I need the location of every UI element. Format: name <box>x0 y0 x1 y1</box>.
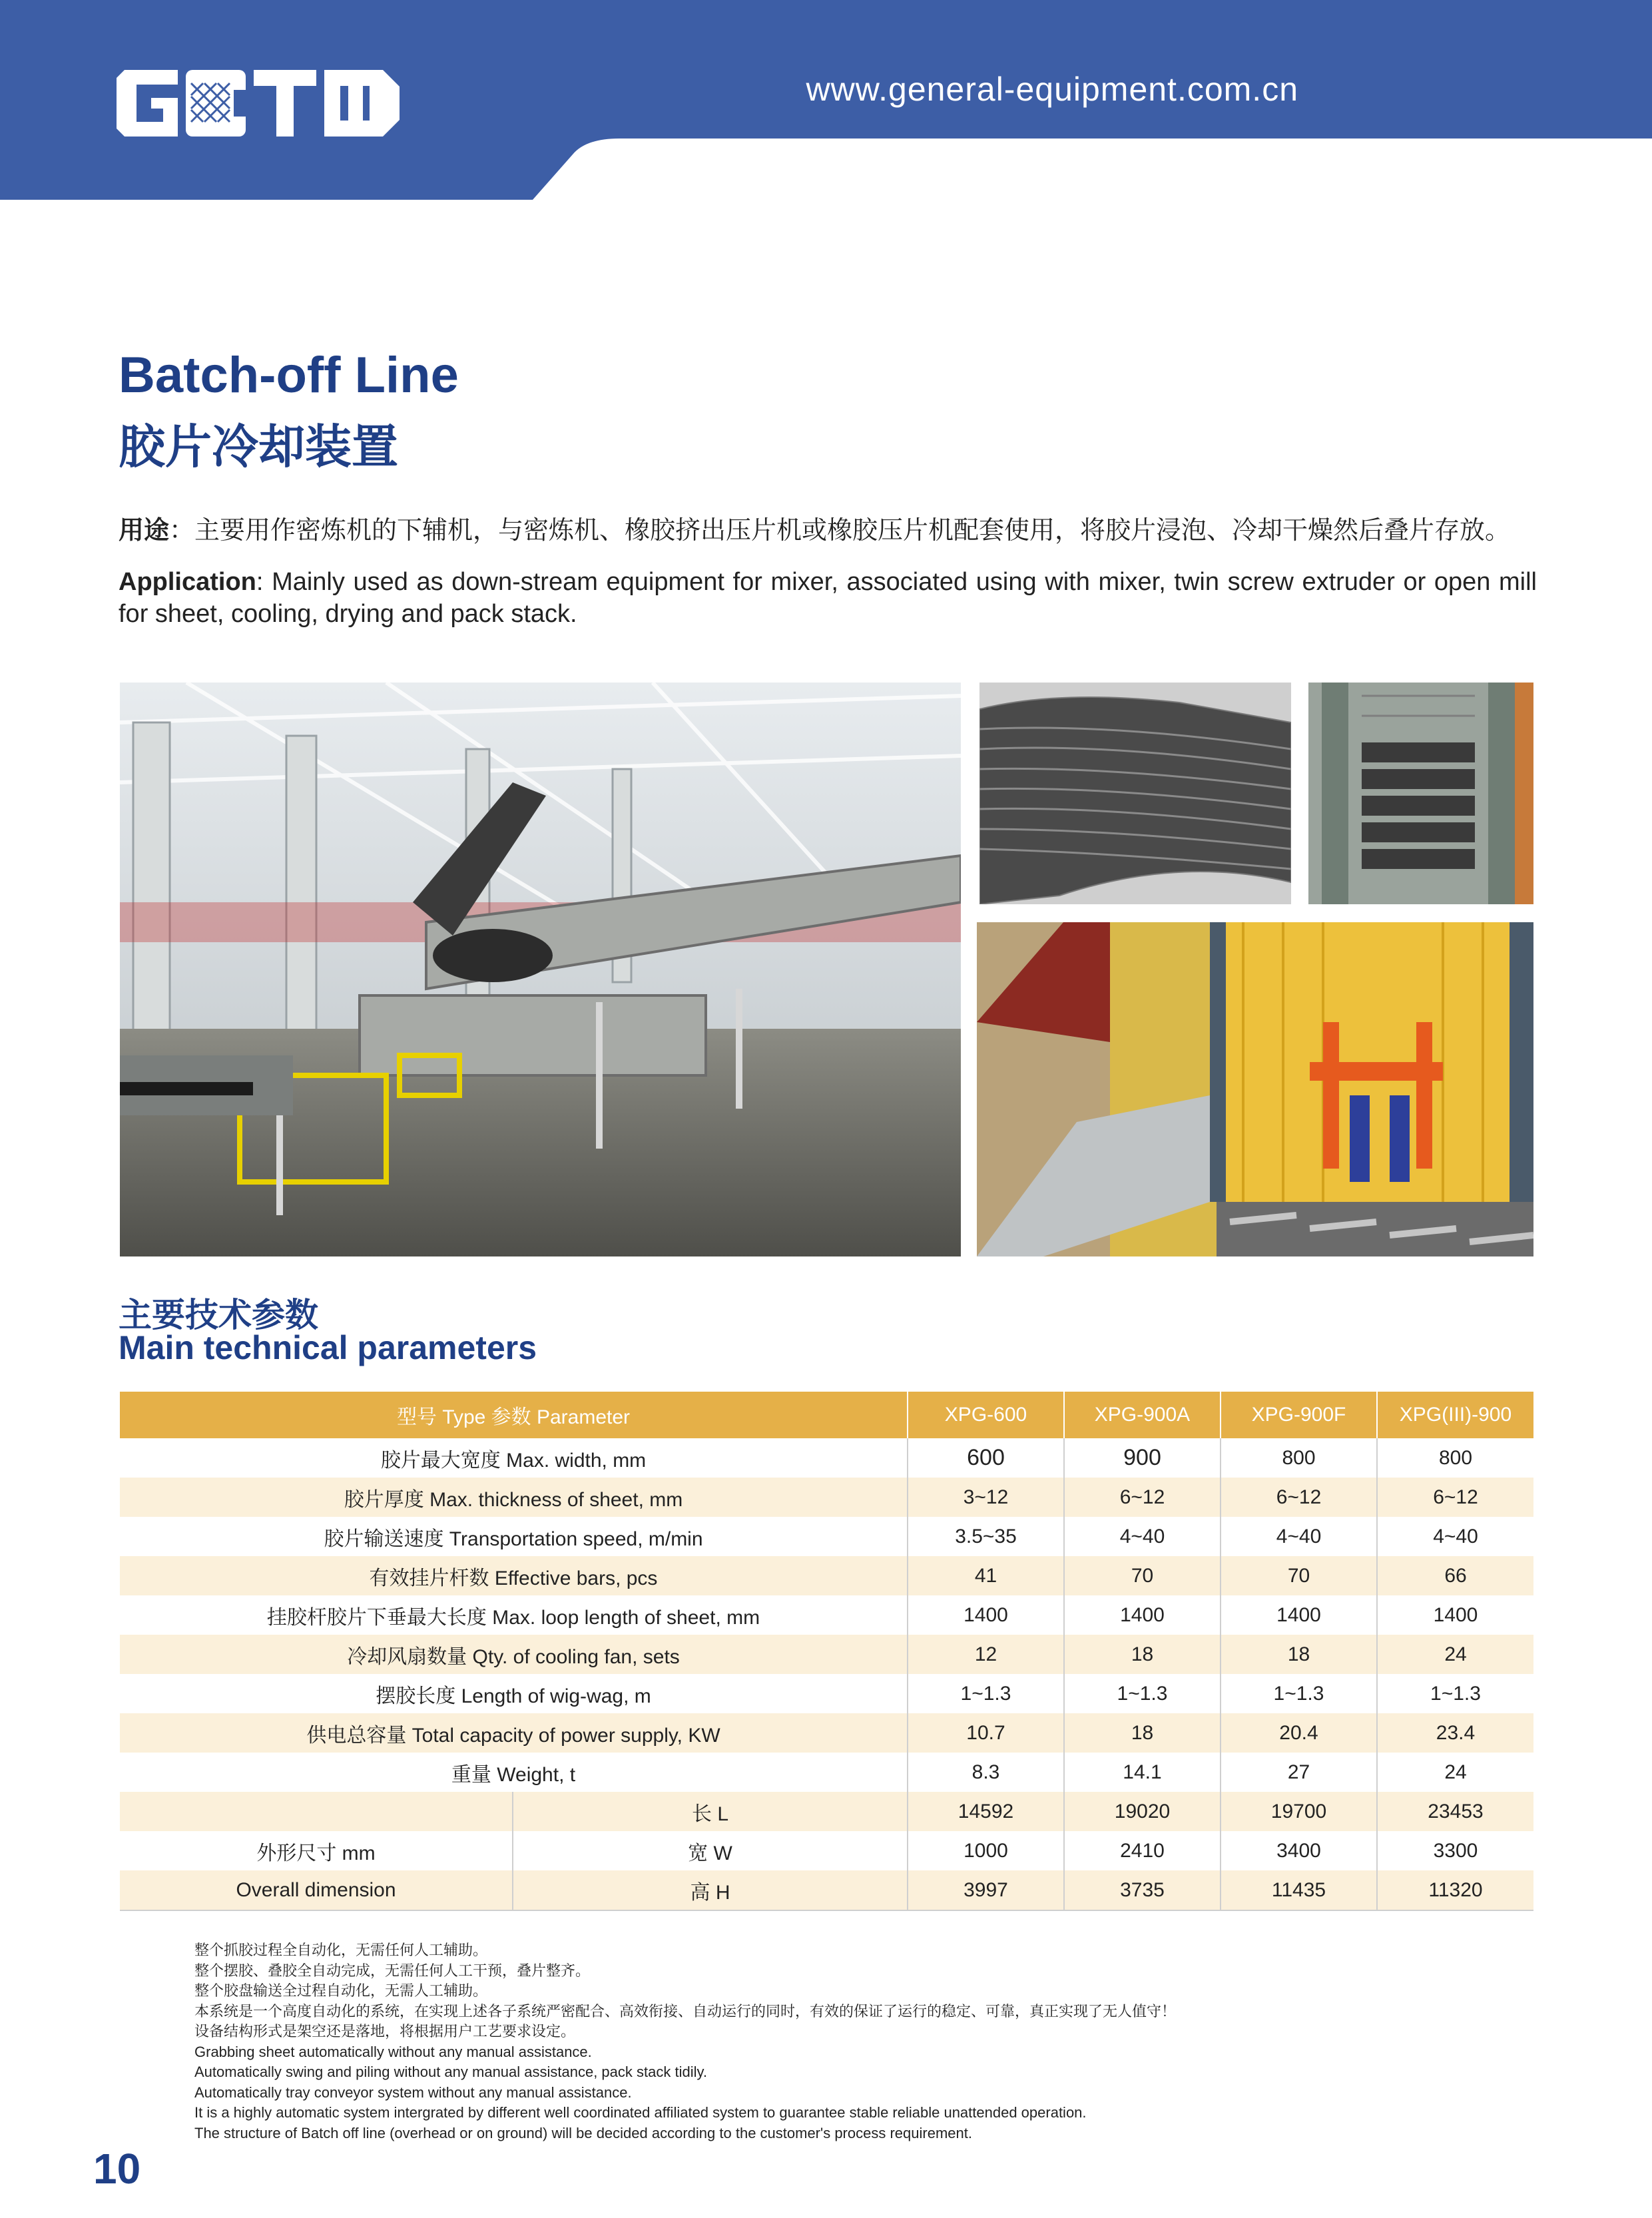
header-model-1: XPG-600 <box>908 1392 1064 1438</box>
application-paragraph <box>119 566 1537 630</box>
cell-value: 3400 <box>1221 1831 1377 1870</box>
row-label: 有效挂片杆数 Effective bars, pcs <box>120 1556 908 1595</box>
note-line: It is a highly automatic system intergrated by different well coordinated affiliated system to guarantee stable reliable unattended operation. <box>194 2104 1087 2121</box>
usage-text: ：主要用作密炼机的下辅机，与密炼机、橡胶挤出压片机或橡胶压片机配套使用，将胶片浸泡、冷却干燥然后叠片存放。 <box>169 517 1511 545</box>
cell-value: 3735 <box>1064 1870 1221 1910</box>
note-line: 设备结构形式是架空还是落地，将根据用户工艺要求设定。 <box>194 2023 576 2040</box>
dimension-sub-label: 长 L <box>513 1792 908 1831</box>
cell-value: 18 <box>1064 1635 1221 1674</box>
dimension-label-cn: 外形尺寸 mm <box>256 1842 376 1864</box>
note-line: 整个摆胶、叠胶全自动完成，无需任何人工干预，叠片整齐。 <box>194 1962 591 1979</box>
dimension-label-en: Overall dimension <box>120 1870 513 1910</box>
table-header-row <box>120 1392 1533 1438</box>
table-row <box>120 1753 1533 1792</box>
cell-value: 18 <box>1221 1635 1377 1674</box>
row-label: 挂胶杆胶片下垂最大长度 Max. loop length of sheet, mm <box>266 1606 760 1629</box>
header-model-2: XPG-900A <box>1064 1392 1221 1438</box>
cell-value: 1~1.3 <box>1221 1674 1377 1713</box>
table-row <box>120 1556 1533 1595</box>
note-line: Automatically swing and piling without any manual assistance, pack stack tidily. <box>194 2064 707 2080</box>
photo-stacking-station <box>977 922 1533 1256</box>
usage-paragraph <box>119 509 1537 546</box>
cell-value: 11435 <box>1221 1870 1377 1910</box>
application-label: Application <box>119 568 256 596</box>
cell-value: 1~1.3 <box>908 1674 1064 1713</box>
cell-value: 12 <box>908 1635 1064 1674</box>
header-model-3: XPG-900F <box>1221 1392 1377 1438</box>
table-row <box>120 1517 1533 1556</box>
table-row <box>120 1438 1533 1478</box>
cell-value: 70 <box>1221 1556 1377 1595</box>
table-row <box>120 1635 1533 1674</box>
cell-value: 1400 <box>1377 1595 1533 1635</box>
note-line: 整个抓胶过程全自动化，无需任何人工辅助。 <box>194 1942 488 1958</box>
photo-batch-off-line <box>120 683 961 1256</box>
row-label: 胶片厚度 Max. thickness of sheet, mm <box>120 1478 908 1517</box>
cell-value: 3997 <box>908 1870 1064 1910</box>
note-line: 整个胶盘输送全过程自动化，无需人工辅助。 <box>194 1982 488 1999</box>
row-label: 重量 Weight, t <box>451 1763 576 1786</box>
table-row <box>120 1713 1533 1753</box>
factory-line-image <box>120 683 961 1256</box>
cell-value: 600 <box>908 1438 1064 1478</box>
note-line: Automatically tray conveyor system without any manual assistance. <box>194 2083 632 2101</box>
cell-value: 4~40 <box>1221 1517 1377 1556</box>
table-row <box>120 1792 1533 1831</box>
table-row <box>120 1870 1533 1910</box>
note-line: The structure of Batch off line (overhead or on ground) will be decided according to the customer's process requirement. <box>194 2124 972 2141</box>
cell-value: 1400 <box>1064 1595 1221 1635</box>
cell-value: 27 <box>1221 1753 1377 1792</box>
row-label: 摆胶长度 Length of wig-wag, m <box>376 1685 651 1707</box>
cell-value: 8.3 <box>908 1753 1064 1792</box>
row-label: 胶片最大宽度 Max. width, mm <box>380 1449 647 1472</box>
cell-value: 2410 <box>1064 1831 1221 1870</box>
cell-value: 24 <box>1377 1635 1533 1674</box>
cell-value: 800 <box>1377 1438 1533 1478</box>
cell-value: 1~1.3 <box>1377 1674 1533 1713</box>
cell-value: 1400 <box>1221 1595 1377 1635</box>
header-parameter: 型号 Type 参数 Parameter <box>120 1392 908 1438</box>
cell-value: 18 <box>1064 1713 1221 1753</box>
note-line: Grabbing sheet automatically without any manual assistance. <box>194 2043 592 2060</box>
row-label: 冷却风扇数量 Qty. of cooling fan, sets <box>120 1635 908 1674</box>
table-row <box>120 1595 1533 1635</box>
parameters-table <box>120 1392 1533 1911</box>
page-title-cn: 胶片冷却装置 <box>119 421 398 473</box>
page-number: 10 <box>93 2145 141 2193</box>
rubber-sheet-stack-image <box>979 683 1291 904</box>
cell-value: 1400 <box>908 1595 1064 1635</box>
cell-value: 24 <box>1377 1753 1533 1792</box>
cell-value: 1000 <box>908 1831 1064 1870</box>
table-row <box>120 1478 1533 1517</box>
cell-value: 23.4 <box>1377 1713 1533 1753</box>
cell-value: 66 <box>1377 1556 1533 1595</box>
rack-stack-image <box>1308 683 1533 904</box>
cell-value: 4~40 <box>1064 1517 1221 1556</box>
cell-value: 1~1.3 <box>1064 1674 1221 1713</box>
cell-value: 70 <box>1064 1556 1221 1595</box>
cell-value: 14.1 <box>1064 1753 1221 1792</box>
website-url[interactable]: www.general-equipment.com.cn <box>806 71 1298 108</box>
cell-value: 4~40 <box>1377 1517 1533 1556</box>
row-label: 胶片输送速度 Transportation speed, m/min <box>324 1527 703 1550</box>
cell-value: 11320 <box>1377 1870 1533 1910</box>
cell-value: 3.5~35 <box>908 1517 1064 1556</box>
dimension-sub-label: 高 H <box>513 1870 908 1910</box>
cell-value: 6~12 <box>1377 1478 1533 1517</box>
cell-value: 41 <box>908 1556 1064 1595</box>
cell-value: 6~12 <box>1064 1478 1221 1517</box>
application-text: : Mainly used as down-stream equipment for mixer, associated using with mixer, twin screw extruder or open mill for sheet, cooling, drying and pack stack. <box>119 568 1537 628</box>
getd-logo-icon <box>117 70 400 137</box>
dimension-sub-label: 宽 W <box>513 1831 908 1870</box>
cell-value: 19020 <box>1064 1792 1221 1831</box>
cell-value: 3300 <box>1377 1831 1533 1870</box>
note-line: 本系统是一个高度自动化的系统，在实现上述各子系统严密配合、高效衔接、自动运行的同时，有效的保证了运行的稳定、可靠，真正实现了无人值守！ <box>194 2002 1177 2020</box>
cell-value: 800 <box>1221 1438 1377 1478</box>
table-row <box>120 1674 1533 1713</box>
table-row <box>120 1831 1533 1870</box>
header-model-4: XPG(III)-900 <box>1377 1392 1533 1438</box>
usage-label: 用途 <box>119 517 170 545</box>
row-label: 供电总容量 Total capacity of power supply, KW <box>120 1713 908 1753</box>
dimension-blank <box>120 1792 513 1831</box>
company-logo <box>117 70 400 137</box>
section-title-cn: 主要技术参数 <box>119 1296 318 1334</box>
cell-value: 3~12 <box>908 1478 1064 1517</box>
stacking-station-image <box>977 922 1533 1256</box>
cell-value: 900 <box>1064 1438 1221 1478</box>
page-title-en: Batch-off Line <box>119 347 459 404</box>
notes-block <box>194 1940 1460 2143</box>
photo-rack <box>1308 683 1533 904</box>
cell-value: 23453 <box>1377 1792 1533 1831</box>
section-title-en: Main technical parameters <box>119 1329 537 1366</box>
cell-value: 10.7 <box>908 1713 1064 1753</box>
cell-value: 19700 <box>1221 1792 1377 1831</box>
photo-rubber-sheets <box>979 683 1291 904</box>
cell-value: 14592 <box>908 1792 1064 1831</box>
cell-value: 6~12 <box>1221 1478 1377 1517</box>
cell-value: 20.4 <box>1221 1713 1377 1753</box>
